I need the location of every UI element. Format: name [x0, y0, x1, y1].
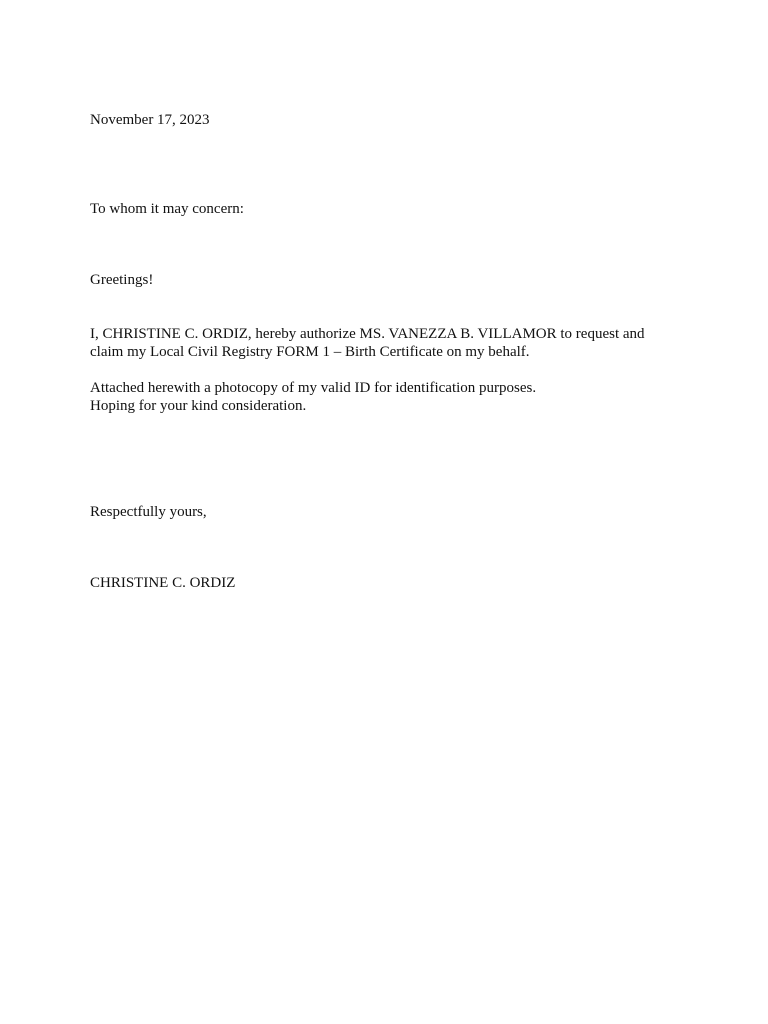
paragraph-1-line-1: I, CHRISTINE C. ORDIZ, hereby authorize MS. VANEZZA B. VILLAMOR to request and	[90, 326, 645, 342]
letter-date: November 17, 2023	[90, 112, 210, 128]
letter-closing: Respectfully yours,	[90, 504, 207, 520]
paragraph-2-line-1: Attached herewith a photocopy of my valid ID for identification purposes.	[90, 380, 537, 396]
letter-salutation: To whom it may concern:	[90, 201, 244, 217]
paragraph-2-line-2: Hoping for your kind consideration.	[90, 398, 307, 414]
paragraph-1-line-2: claim my Local Civil Registry FORM 1 – Birth Certificate on my behalf.	[90, 344, 530, 360]
signature-name: CHRISTINE C. ORDIZ	[90, 575, 236, 591]
letter-greeting: Greetings!	[90, 272, 154, 288]
